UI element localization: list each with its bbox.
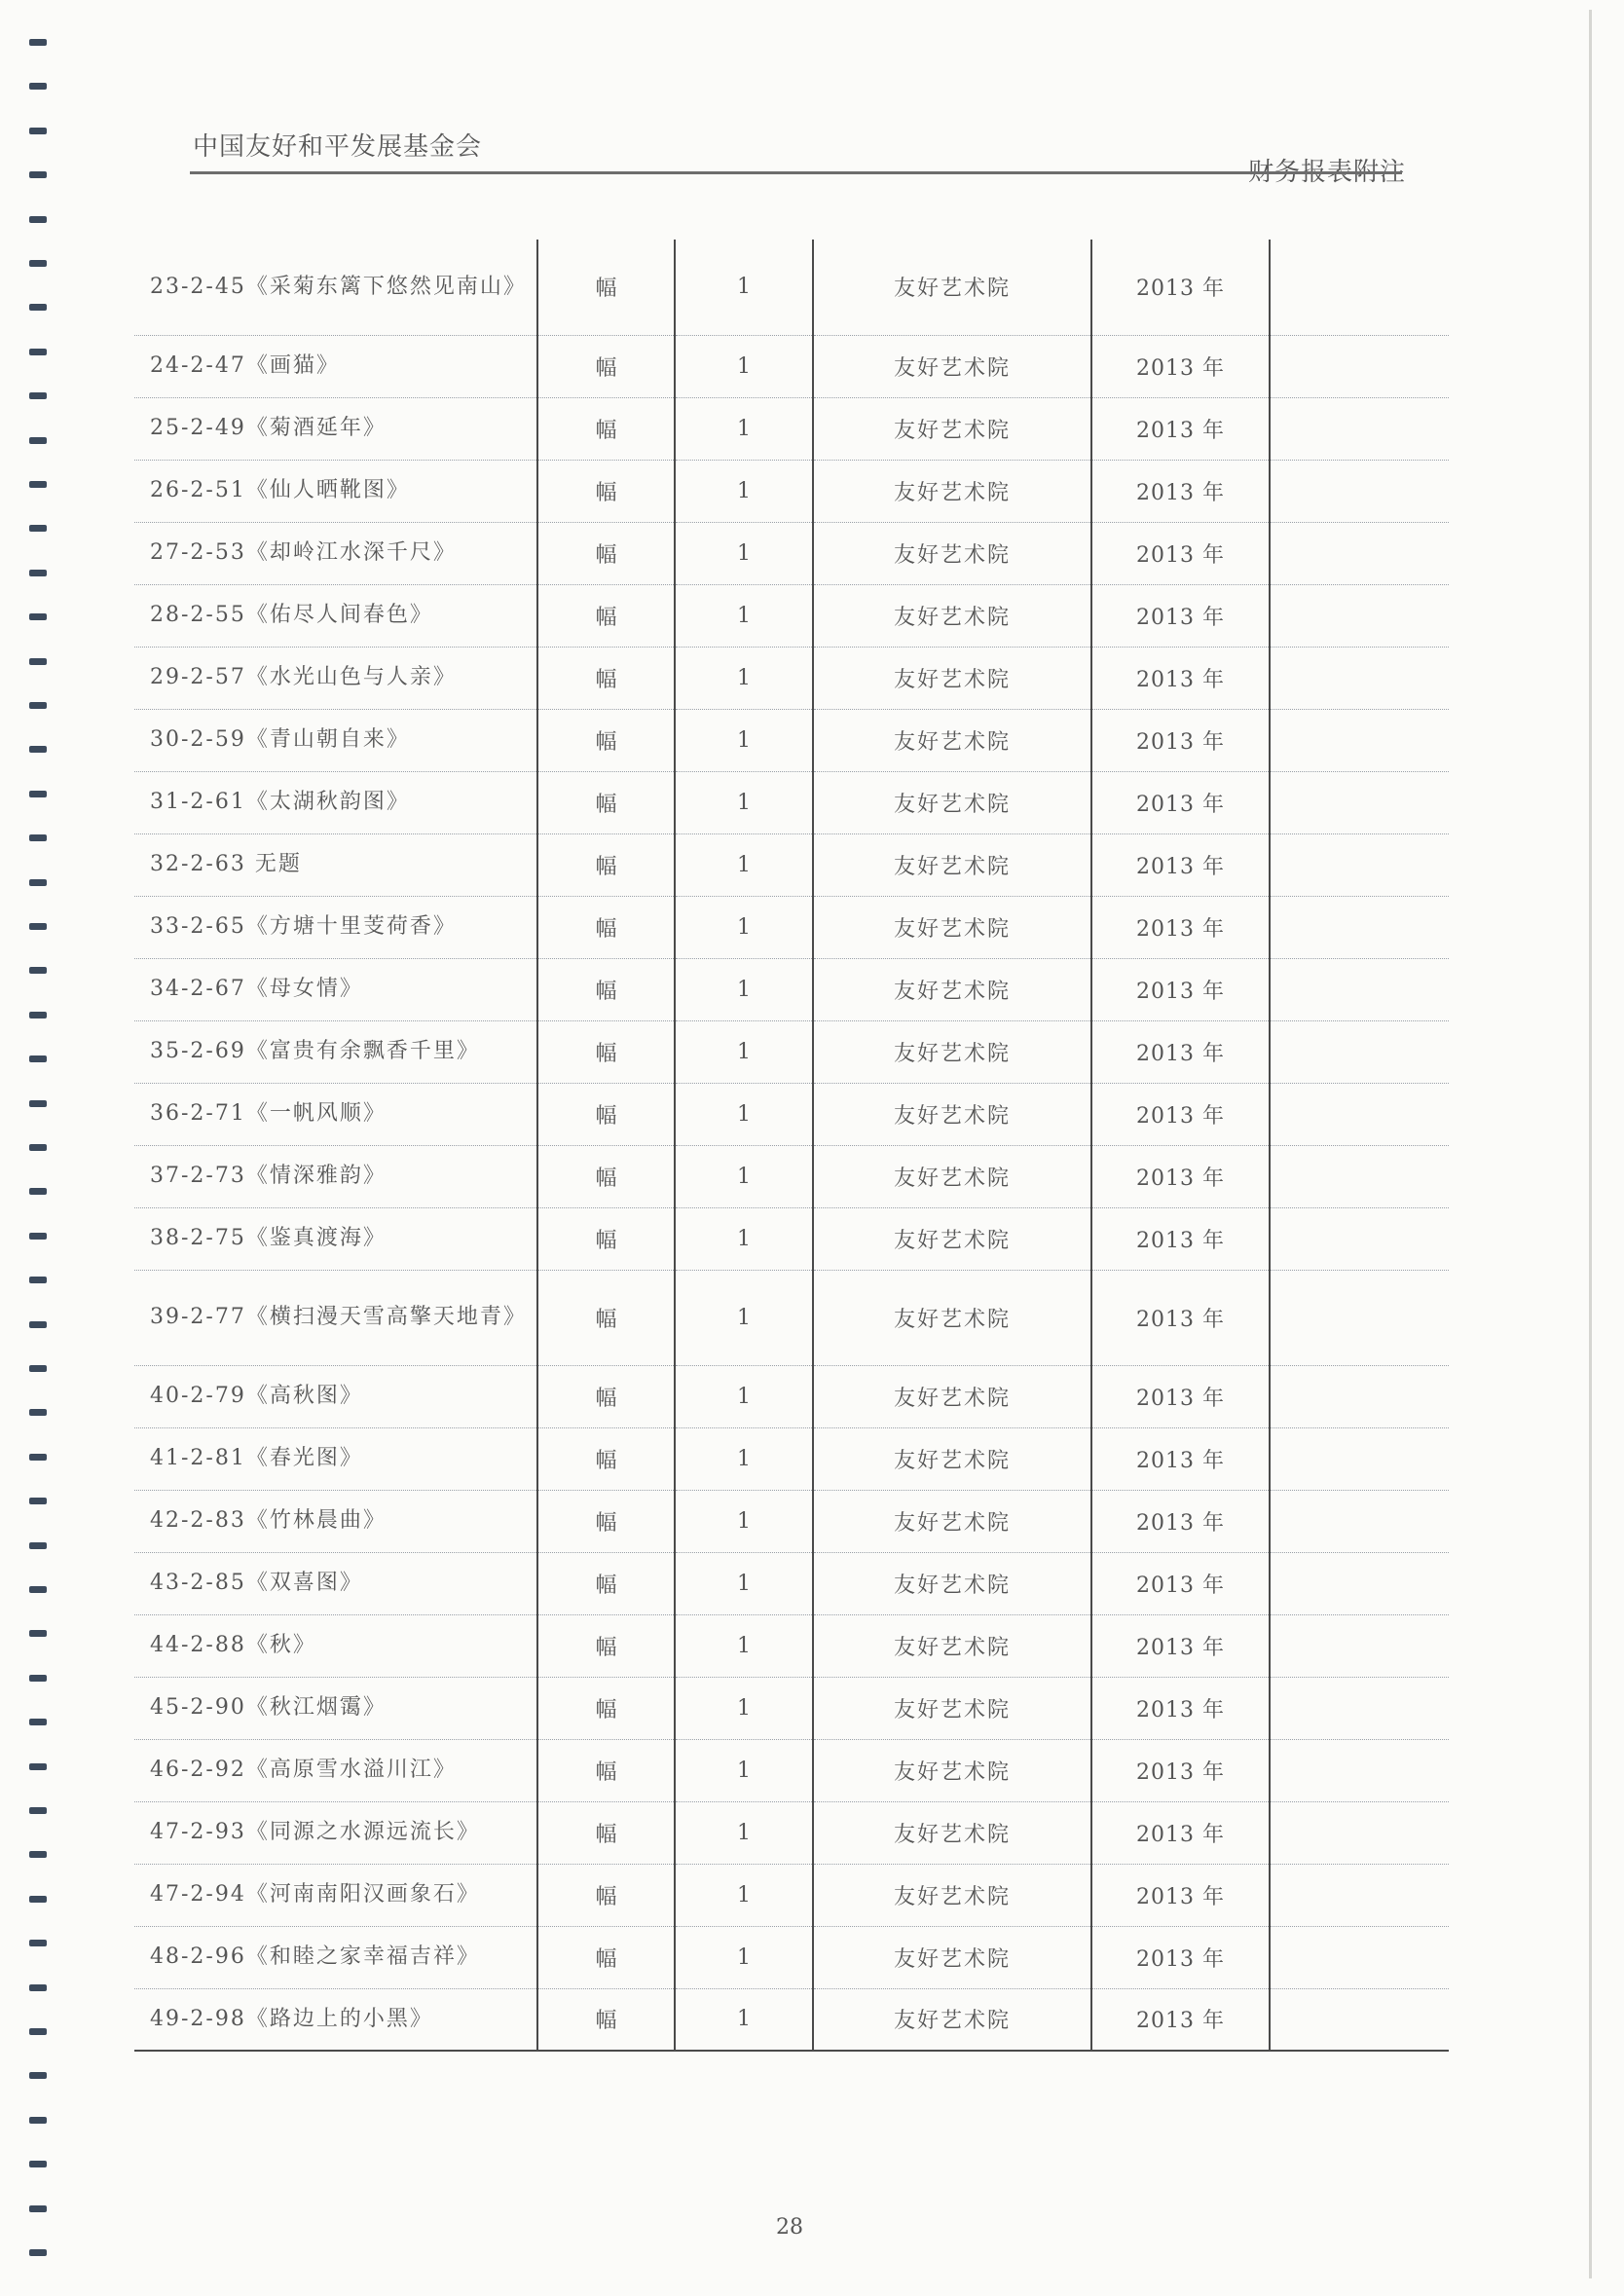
- page-number: 28: [776, 2215, 803, 2240]
- artwork-name: 31-2-61《太湖秋韵图》: [134, 771, 537, 833]
- artwork-name: 35-2-69《富贵有余飘香千里》: [134, 1020, 537, 1083]
- blank-cell: [1270, 1552, 1449, 1614]
- owner-cell: 友好艺术院: [813, 709, 1091, 771]
- table-row: [134, 1926, 1449, 1988]
- unit-cell: 幅: [537, 1864, 675, 1926]
- owner-cell: 友好艺术院: [813, 1614, 1091, 1677]
- quantity-cell: 1: [675, 1020, 813, 1083]
- binding-hole: [29, 1719, 47, 1725]
- owner-cell: 友好艺术院: [813, 460, 1091, 522]
- owner-cell: 友好艺术院: [813, 771, 1091, 833]
- inventory-table: [134, 240, 1449, 2052]
- quantity-cell: 1: [675, 1988, 813, 2051]
- owner-cell: 友好艺术院: [813, 240, 1091, 335]
- table-row: [134, 1801, 1449, 1864]
- binding-hole: [29, 2028, 47, 2035]
- quantity-cell: 1: [675, 1864, 813, 1926]
- artwork-name: 28-2-55《佑尽人间春色》: [134, 584, 537, 647]
- table-row: [134, 1207, 1449, 1270]
- year-cell: 2013 年: [1091, 833, 1270, 896]
- artwork-name: 45-2-90《秋江烟霭》: [134, 1677, 537, 1739]
- artwork-name: 42-2-83《竹林晨曲》: [134, 1490, 537, 1552]
- header-rule: [190, 171, 1402, 174]
- blank-cell: [1270, 522, 1449, 584]
- blank-cell: [1270, 647, 1449, 709]
- binding-hole: [29, 83, 47, 90]
- binding-hole: [29, 1321, 47, 1328]
- binding-hole: [29, 304, 47, 311]
- owner-cell: 友好艺术院: [813, 1207, 1091, 1270]
- owner-cell: 友好艺术院: [813, 1739, 1091, 1801]
- owner-cell: 友好艺术院: [813, 1552, 1091, 1614]
- binding-hole: [29, 1188, 47, 1195]
- binding-hole: [29, 834, 47, 841]
- binding-hole: [29, 658, 47, 665]
- unit-cell: 幅: [537, 1801, 675, 1864]
- owner-cell: 友好艺术院: [813, 1145, 1091, 1207]
- table-row: [134, 647, 1449, 709]
- unit-cell: 幅: [537, 240, 675, 335]
- year-cell: 2013 年: [1091, 709, 1270, 771]
- quantity-cell: 1: [675, 584, 813, 647]
- binding-hole: [29, 1365, 47, 1372]
- quantity-cell: 1: [675, 1552, 813, 1614]
- owner-cell: 友好艺术院: [813, 958, 1091, 1020]
- year-cell: 2013 年: [1091, 1365, 1270, 1427]
- unit-cell: 幅: [537, 771, 675, 833]
- artwork-name: 47-2-93《同源之水源远流长》: [134, 1801, 537, 1864]
- quantity-cell: 1: [675, 335, 813, 397]
- binding-hole: [29, 1100, 47, 1107]
- binding-hole: [29, 1277, 47, 1283]
- table-row: [134, 522, 1449, 584]
- table-row: [134, 1988, 1449, 2051]
- quantity-cell: 1: [675, 1427, 813, 1490]
- binding-hole: [29, 39, 47, 46]
- quantity-cell: 1: [675, 1739, 813, 1801]
- quantity-cell: 1: [675, 647, 813, 709]
- binding-hole: [29, 392, 47, 399]
- binding-hole: [29, 1233, 47, 1240]
- year-cell: 2013 年: [1091, 460, 1270, 522]
- year-cell: 2013 年: [1091, 1739, 1270, 1801]
- quantity-cell: 1: [675, 896, 813, 958]
- table-row: [134, 1145, 1449, 1207]
- table-row: [134, 1270, 1449, 1365]
- blank-cell: [1270, 1145, 1449, 1207]
- owner-cell: 友好艺术院: [813, 1490, 1091, 1552]
- blank-cell: [1270, 1083, 1449, 1145]
- owner-cell: 友好艺术院: [813, 1677, 1091, 1739]
- year-cell: 2013 年: [1091, 1207, 1270, 1270]
- unit-cell: 幅: [537, 1677, 675, 1739]
- year-cell: 2013 年: [1091, 1490, 1270, 1552]
- quantity-cell: 1: [675, 397, 813, 460]
- artwork-name: 27-2-53《却岭江水深千尺》: [134, 522, 537, 584]
- table-row: [134, 1739, 1449, 1801]
- artwork-name: 41-2-81《春光图》: [134, 1427, 537, 1490]
- owner-cell: 友好艺术院: [813, 647, 1091, 709]
- owner-cell: 友好艺术院: [813, 1020, 1091, 1083]
- year-cell: 2013 年: [1091, 1864, 1270, 1926]
- binding-hole: [29, 1409, 47, 1416]
- binding-hole: [29, 481, 47, 488]
- binding-hole: [29, 1675, 47, 1682]
- quantity-cell: 1: [675, 1926, 813, 1988]
- blank-cell: [1270, 1270, 1449, 1365]
- year-cell: 2013 年: [1091, 397, 1270, 460]
- binding-hole: [29, 171, 47, 178]
- blank-cell: [1270, 335, 1449, 397]
- year-cell: 2013 年: [1091, 1801, 1270, 1864]
- blank-cell: [1270, 1864, 1449, 1926]
- unit-cell: 幅: [537, 833, 675, 896]
- unit-cell: 幅: [537, 647, 675, 709]
- table-row: [134, 1490, 1449, 1552]
- blank-cell: [1270, 1365, 1449, 1427]
- unit-cell: 幅: [537, 1427, 675, 1490]
- table-row: [134, 460, 1449, 522]
- quantity-cell: 1: [675, 1365, 813, 1427]
- artwork-name: 36-2-71《一帆风顺》: [134, 1083, 537, 1145]
- unit-cell: 幅: [537, 1207, 675, 1270]
- unit-cell: 幅: [537, 522, 675, 584]
- owner-cell: 友好艺术院: [813, 1270, 1091, 1365]
- year-cell: 2013 年: [1091, 771, 1270, 833]
- binding-hole: [29, 437, 47, 444]
- blank-cell: [1270, 1427, 1449, 1490]
- table-row: [134, 1083, 1449, 1145]
- quantity-cell: 1: [675, 1801, 813, 1864]
- binding-hole: [29, 879, 47, 886]
- binding-hole: [29, 216, 47, 223]
- artwork-name: 38-2-75《鉴真渡海》: [134, 1207, 537, 1270]
- year-cell: 2013 年: [1091, 1427, 1270, 1490]
- quantity-cell: 1: [675, 1207, 813, 1270]
- owner-cell: 友好艺术院: [813, 1926, 1091, 1988]
- quantity-cell: 1: [675, 1270, 813, 1365]
- unit-cell: 幅: [537, 1739, 675, 1801]
- artwork-name: 34-2-67《母女情》: [134, 958, 537, 1020]
- table-row: [134, 335, 1449, 397]
- unit-cell: 幅: [537, 1145, 675, 1207]
- year-cell: 2013 年: [1091, 1020, 1270, 1083]
- year-cell: 2013 年: [1091, 1083, 1270, 1145]
- year-cell: 2013 年: [1091, 1677, 1270, 1739]
- unit-cell: 幅: [537, 958, 675, 1020]
- year-cell: 2013 年: [1091, 958, 1270, 1020]
- unit-cell: 幅: [537, 460, 675, 522]
- blank-cell: [1270, 1207, 1449, 1270]
- quantity-cell: 1: [675, 1145, 813, 1207]
- table-row: [134, 1020, 1449, 1083]
- artwork-name: 47-2-94《河南南阳汉画象石》: [134, 1864, 537, 1926]
- binding-hole: [29, 2205, 47, 2212]
- year-cell: 2013 年: [1091, 1988, 1270, 2051]
- binding-hole: [29, 1630, 47, 1637]
- inventory-table-wrap: [134, 240, 1449, 2052]
- year-cell: 2013 年: [1091, 1552, 1270, 1614]
- binding-hole: [29, 1144, 47, 1151]
- unit-cell: 幅: [537, 1552, 675, 1614]
- year-cell: 2013 年: [1091, 1614, 1270, 1677]
- artwork-name: 48-2-96《和睦之家幸福吉祥》: [134, 1926, 537, 1988]
- owner-cell: 友好艺术院: [813, 522, 1091, 584]
- artwork-name: 24-2-47《画猫》: [134, 335, 537, 397]
- binding-hole: [29, 525, 47, 532]
- year-cell: 2013 年: [1091, 335, 1270, 397]
- artwork-name: 30-2-59《青山朝自来》: [134, 709, 537, 771]
- header-organization: 中国友好和平发展基金会: [193, 132, 483, 162]
- table-row: [134, 240, 1449, 335]
- table-row: [134, 958, 1449, 1020]
- unit-cell: 幅: [537, 1365, 675, 1427]
- owner-cell: 友好艺术院: [813, 1988, 1091, 2051]
- binding-holes: [29, 39, 51, 2278]
- unit-cell: 幅: [537, 1926, 675, 1988]
- binding-hole: [29, 570, 47, 576]
- table-row: [134, 1365, 1449, 1427]
- year-cell: 2013 年: [1091, 522, 1270, 584]
- artwork-name: 39-2-77《横扫漫天雪高擎天地青》: [134, 1270, 537, 1365]
- blank-cell: [1270, 833, 1449, 896]
- unit-cell: 幅: [537, 709, 675, 771]
- artwork-name: 29-2-57《水光山色与人亲》: [134, 647, 537, 709]
- binding-hole: [29, 2249, 47, 2256]
- year-cell: 2013 年: [1091, 1926, 1270, 1988]
- quantity-cell: 1: [675, 460, 813, 522]
- table-row: [134, 397, 1449, 460]
- owner-cell: 友好艺术院: [813, 1427, 1091, 1490]
- unit-cell: 幅: [537, 1083, 675, 1145]
- blank-cell: [1270, 240, 1449, 335]
- binding-hole: [29, 1498, 47, 1504]
- unit-cell: 幅: [537, 896, 675, 958]
- binding-hole: [29, 2161, 47, 2167]
- binding-hole: [29, 2117, 47, 2124]
- table-row: [134, 896, 1449, 958]
- quantity-cell: 1: [675, 833, 813, 896]
- year-cell: 2013 年: [1091, 647, 1270, 709]
- blank-cell: [1270, 896, 1449, 958]
- artwork-name: 46-2-92《高原雪水溢川江》: [134, 1739, 537, 1801]
- table-row: [134, 771, 1449, 833]
- binding-hole: [29, 1012, 47, 1018]
- owner-cell: 友好艺术院: [813, 1801, 1091, 1864]
- binding-hole: [29, 1851, 47, 1858]
- header-section: 财务报表附注: [1248, 158, 1407, 187]
- page-edge: [1589, 10, 1592, 2278]
- blank-cell: [1270, 958, 1449, 1020]
- quantity-cell: 1: [675, 1677, 813, 1739]
- binding-hole: [29, 1807, 47, 1814]
- binding-hole: [29, 1586, 47, 1593]
- quantity-cell: 1: [675, 771, 813, 833]
- binding-hole: [29, 923, 47, 930]
- owner-cell: 友好艺术院: [813, 1083, 1091, 1145]
- year-cell: 2013 年: [1091, 896, 1270, 958]
- binding-hole: [29, 967, 47, 974]
- year-cell: 2013 年: [1091, 1145, 1270, 1207]
- binding-hole: [29, 1940, 47, 1946]
- artwork-name: 25-2-49《菊酒延年》: [134, 397, 537, 460]
- table-row: [134, 584, 1449, 647]
- table-row: [134, 1427, 1449, 1490]
- unit-cell: 幅: [537, 1020, 675, 1083]
- unit-cell: 幅: [537, 335, 675, 397]
- owner-cell: 友好艺术院: [813, 833, 1091, 896]
- table-row: [134, 1864, 1449, 1926]
- binding-hole: [29, 128, 47, 134]
- table-row: [134, 1614, 1449, 1677]
- blank-cell: [1270, 1801, 1449, 1864]
- blank-cell: [1270, 771, 1449, 833]
- table-row: [134, 1677, 1449, 1739]
- blank-cell: [1270, 1926, 1449, 1988]
- unit-cell: 幅: [537, 584, 675, 647]
- artwork-name: 40-2-79《高秋图》: [134, 1365, 537, 1427]
- artwork-name: 33-2-65《方塘十里芰荷香》: [134, 896, 537, 958]
- binding-hole: [29, 2072, 47, 2079]
- blank-cell: [1270, 584, 1449, 647]
- unit-cell: 幅: [537, 397, 675, 460]
- table-row: [134, 1552, 1449, 1614]
- binding-hole: [29, 1454, 47, 1461]
- artwork-name: 37-2-73《情深雅韵》: [134, 1145, 537, 1207]
- quantity-cell: 1: [675, 522, 813, 584]
- binding-hole: [29, 260, 47, 267]
- blank-cell: [1270, 1988, 1449, 2051]
- unit-cell: 幅: [537, 1988, 675, 2051]
- year-cell: 2013 年: [1091, 584, 1270, 647]
- blank-cell: [1270, 1739, 1449, 1801]
- binding-hole: [29, 791, 47, 797]
- table-row: [134, 709, 1449, 771]
- artwork-name: 49-2-98《路边上的小黑》: [134, 1988, 537, 2051]
- blank-cell: [1270, 1020, 1449, 1083]
- owner-cell: 友好艺术院: [813, 896, 1091, 958]
- quantity-cell: 1: [675, 958, 813, 1020]
- artwork-name: 26-2-51《仙人晒靴图》: [134, 460, 537, 522]
- binding-hole: [29, 1763, 47, 1770]
- binding-hole: [29, 1542, 47, 1549]
- unit-cell: 幅: [537, 1270, 675, 1365]
- owner-cell: 友好艺术院: [813, 397, 1091, 460]
- artwork-name: 23-2-45《采菊东篱下悠然见南山》: [134, 240, 537, 335]
- binding-hole: [29, 1055, 47, 1062]
- artwork-name: 43-2-85《双喜图》: [134, 1552, 537, 1614]
- binding-hole: [29, 1984, 47, 1991]
- blank-cell: [1270, 460, 1449, 522]
- owner-cell: 友好艺术院: [813, 1864, 1091, 1926]
- year-cell: 2013 年: [1091, 240, 1270, 335]
- artwork-name: 32-2-63 无题: [134, 833, 537, 896]
- quantity-cell: 1: [675, 1083, 813, 1145]
- binding-hole: [29, 746, 47, 753]
- binding-hole: [29, 702, 47, 709]
- binding-hole: [29, 613, 47, 620]
- owner-cell: 友好艺术院: [813, 584, 1091, 647]
- blank-cell: [1270, 1677, 1449, 1739]
- blank-cell: [1270, 1614, 1449, 1677]
- owner-cell: 友好艺术院: [813, 335, 1091, 397]
- blank-cell: [1270, 397, 1449, 460]
- inventory-table-body: [134, 240, 1449, 2051]
- quantity-cell: 1: [675, 240, 813, 335]
- owner-cell: 友好艺术院: [813, 1365, 1091, 1427]
- unit-cell: 幅: [537, 1490, 675, 1552]
- unit-cell: 幅: [537, 1614, 675, 1677]
- binding-hole: [29, 349, 47, 355]
- blank-cell: [1270, 1490, 1449, 1552]
- blank-cell: [1270, 709, 1449, 771]
- artwork-name: 44-2-88《秋》: [134, 1614, 537, 1677]
- quantity-cell: 1: [675, 709, 813, 771]
- quantity-cell: 1: [675, 1614, 813, 1677]
- table-row: [134, 833, 1449, 896]
- binding-hole: [29, 1896, 47, 1903]
- year-cell: 2013 年: [1091, 1270, 1270, 1365]
- quantity-cell: 1: [675, 1490, 813, 1552]
